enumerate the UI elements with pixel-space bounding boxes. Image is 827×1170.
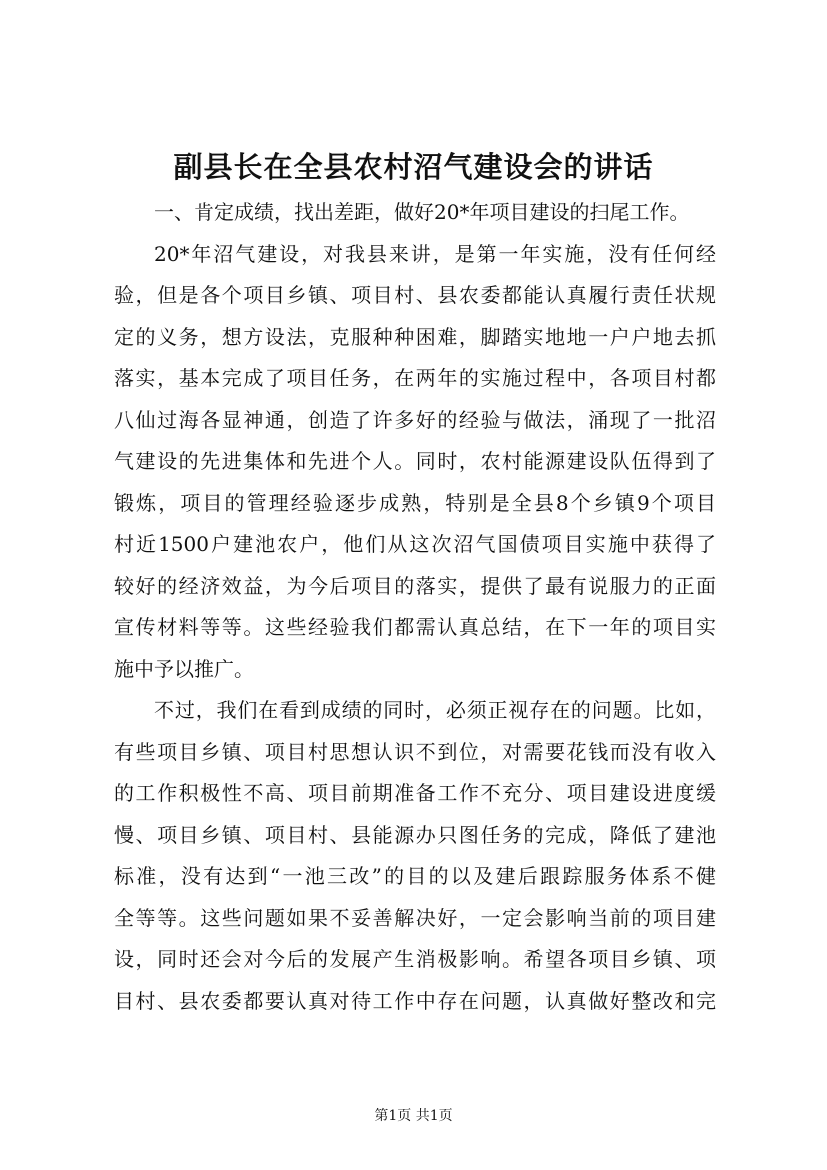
paragraph-line: 目村、县农委都要认真对待工作中存在问题，认真做好整改和完	[114, 988, 716, 1013]
document-body	[114, 192, 716, 1022]
page-number-footer: 第1页 共1页	[374, 1108, 453, 1124]
paragraph-line: 较好的经济效益，为今后项目的落实，提供了最有说服力的正面	[114, 573, 716, 598]
paragraph-line: 宣传材料等等。这些经验我们都需认真总结，在下一年的项目实	[114, 615, 716, 639]
paragraph-line: 的工作积极性不高、项目前期准备工作不充分、项目建设进度缓	[114, 781, 716, 805]
paragraph-line: 设，同时还会对今后的发展产生消极影响。希望各项目乡镇、项	[114, 947, 716, 971]
paragraph-line: 锻炼，项目的管理经验逐步成熟，特别是全县8个乡镇9个项目	[114, 490, 716, 515]
paragraph-line: 全等等。这些问题如果不妥善解决好，一定会影响当前的项目建	[114, 905, 716, 930]
document-title: 副县长在全县农村沼气建设会的讲话	[173, 150, 654, 184]
paragraph-line: 施中予以推广。	[114, 656, 254, 681]
paragraph-line: 慢、项目乡镇、项目村、县能源办只图任务的完成，降低了建池	[114, 822, 716, 847]
paragraph-line: 定的义务，想方设法，克服种种困难，脚踏实地地一户户地去抓	[114, 324, 716, 349]
paragraph-1	[114, 234, 716, 691]
paragraph-line: 20*年沼气建设，对我县来讲，是第一年实施，没有任何经	[154, 241, 716, 266]
paragraph-line: 验，但是各个项目乡镇、项目村、县农委都能认真履行责任状规	[114, 283, 716, 307]
paragraph-line: 有些项目乡镇、项目村思想认识不到位，对需要花钱而没有收入	[114, 739, 716, 764]
paragraph-line: 落实，基本完成了项目任务，在两年的实施过程中，各项目村都	[114, 366, 716, 390]
paragraph-line: 气建设的先进集体和先进个人。同时，农村能源建设队伍得到了	[114, 449, 716, 473]
paragraph-line: 标准，没有达到“一池三改”的目的以及建后跟踪服务体系不健	[114, 864, 716, 888]
paragraph-2	[114, 690, 716, 1022]
section-heading: 一、肯定成绩，找出差距，做好20*年项目建设的扫尾工作。	[154, 200, 690, 224]
paragraph-line: 不过，我们在看到成绩的同时，必须正视存在的问题。比如，	[154, 698, 716, 722]
paragraph-line: 村近1500户建池农户，他们从这次沼气国债项目实施中获得了	[114, 532, 716, 556]
paragraph-line: 八仙过海各显神通，创造了许多好的经验与做法，涌现了一批沼	[114, 407, 716, 432]
